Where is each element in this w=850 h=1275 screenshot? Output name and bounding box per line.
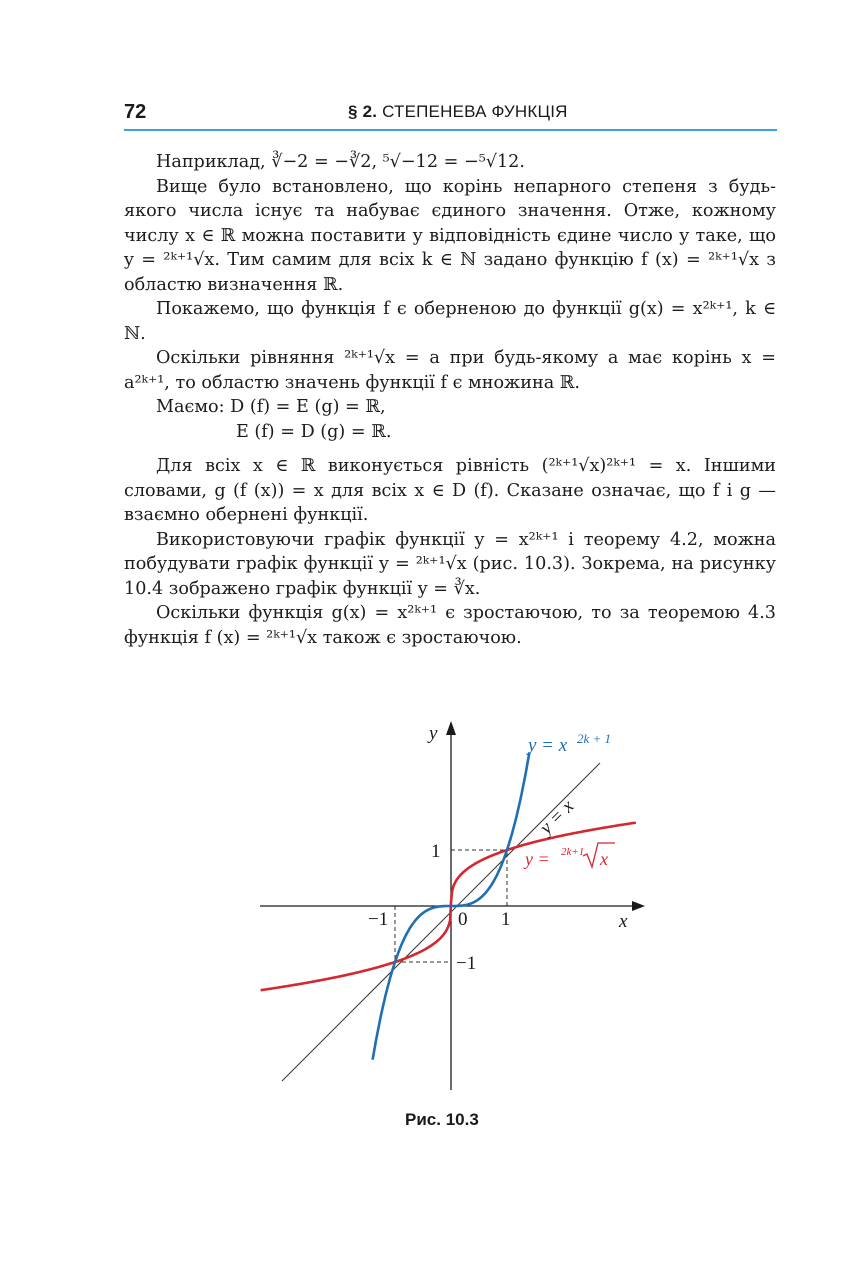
paragraph-identity: Для всіх x ∈ ℝ виконується рівність (²ᵏ⁺¹√x)²ᵏ⁺¹ = x. Іншими словами, g (f (x)) = x для всіх x ∈ D (f). Сказане означає, що f і g — взаємно обернені функції. bbox=[124, 456, 776, 525]
tick-x-1: 1 bbox=[501, 909, 511, 930]
figure-10-3 bbox=[255, 715, 647, 1095]
root-label bbox=[523, 843, 615, 869]
origin-label: 0 bbox=[458, 909, 468, 930]
root-label-radicand: x bbox=[600, 849, 608, 869]
power-label bbox=[526, 731, 611, 756]
paragraph-example: Наприклад, ∛−2 = −∛2, ⁵√−12 = −⁵√12. bbox=[156, 152, 525, 172]
paragraph-range-eq: E (f) = D (g) = ℝ. bbox=[236, 421, 392, 442]
root-label-prefix: y = bbox=[525, 849, 550, 869]
power-label-base: y = x bbox=[528, 735, 568, 756]
section-mark: § 2. bbox=[348, 102, 378, 121]
header-rule bbox=[124, 129, 777, 131]
root-label-index: 2k+1 bbox=[561, 846, 585, 858]
tick-y-minus-1: −1 bbox=[456, 953, 477, 974]
page-number: 72 bbox=[124, 101, 147, 123]
root-radical-sign bbox=[583, 843, 615, 867]
section-title bbox=[348, 102, 568, 122]
tick-x-minus-1: −1 bbox=[368, 909, 389, 930]
paragraph-graph: Використовуючи графік функції y = x²ᵏ⁺¹ і теорему 4.2, можна побудувати графік функції y = ²ᵏ⁺¹√x (рис. 10.3). Зокрема, на рисунку 10.4 зображено графік функції y = ∛x. bbox=[124, 529, 776, 599]
x-axis-label: x bbox=[619, 911, 628, 932]
identity-label: y = x bbox=[535, 795, 579, 839]
y-axis-label: y bbox=[429, 723, 438, 744]
x-axis-arrow bbox=[632, 901, 645, 911]
y-axis-arrow bbox=[446, 721, 456, 735]
tick-y-1: 1 bbox=[431, 841, 441, 862]
paragraph-range: Оскільки рівняння ²ᵏ⁺¹√x = a при будь-якому a має корінь x = a²ᵏ⁺¹, то областю значень функції f є множина ℝ. bbox=[124, 348, 776, 393]
paragraph-odd-root: Вище було встановлено, що корінь непарного степеня з будь-якого числа існує та набуває єдиного значення. Отже, кожному числу x ∈ ℝ можна поставити у відповідність єдине число y таке, що y = ²ᵏ⁺¹√x. Тим самим для всіх k ∈ ℕ задано функцію f (x) = ²ᵏ⁺¹√x з областю визначення ℝ. bbox=[124, 176, 776, 295]
paragraph-increasing: Оскільки функція g(x) = x²ᵏ⁺¹ є зростаючою, то за теоремою 4.3 функція f (x) = ²ᵏ⁺¹√x також є зростаючою. bbox=[124, 603, 776, 648]
figure-caption: Рис. 10.3 bbox=[405, 1110, 479, 1129]
section-title-text: СТЕПЕНЕВА ФУНКЦІЯ bbox=[382, 102, 568, 121]
page-body bbox=[124, 150, 776, 650]
paragraph-inverse: Покажемо, що функція f є оберненою до функції g(x) = x²ᵏ⁺¹, k ∈ ℕ. bbox=[124, 299, 776, 344]
power-label-exponent: 2k + 1 bbox=[577, 731, 612, 746]
paragraph-domain: Маємо: D (f) = E (g) = ℝ, bbox=[156, 397, 386, 417]
